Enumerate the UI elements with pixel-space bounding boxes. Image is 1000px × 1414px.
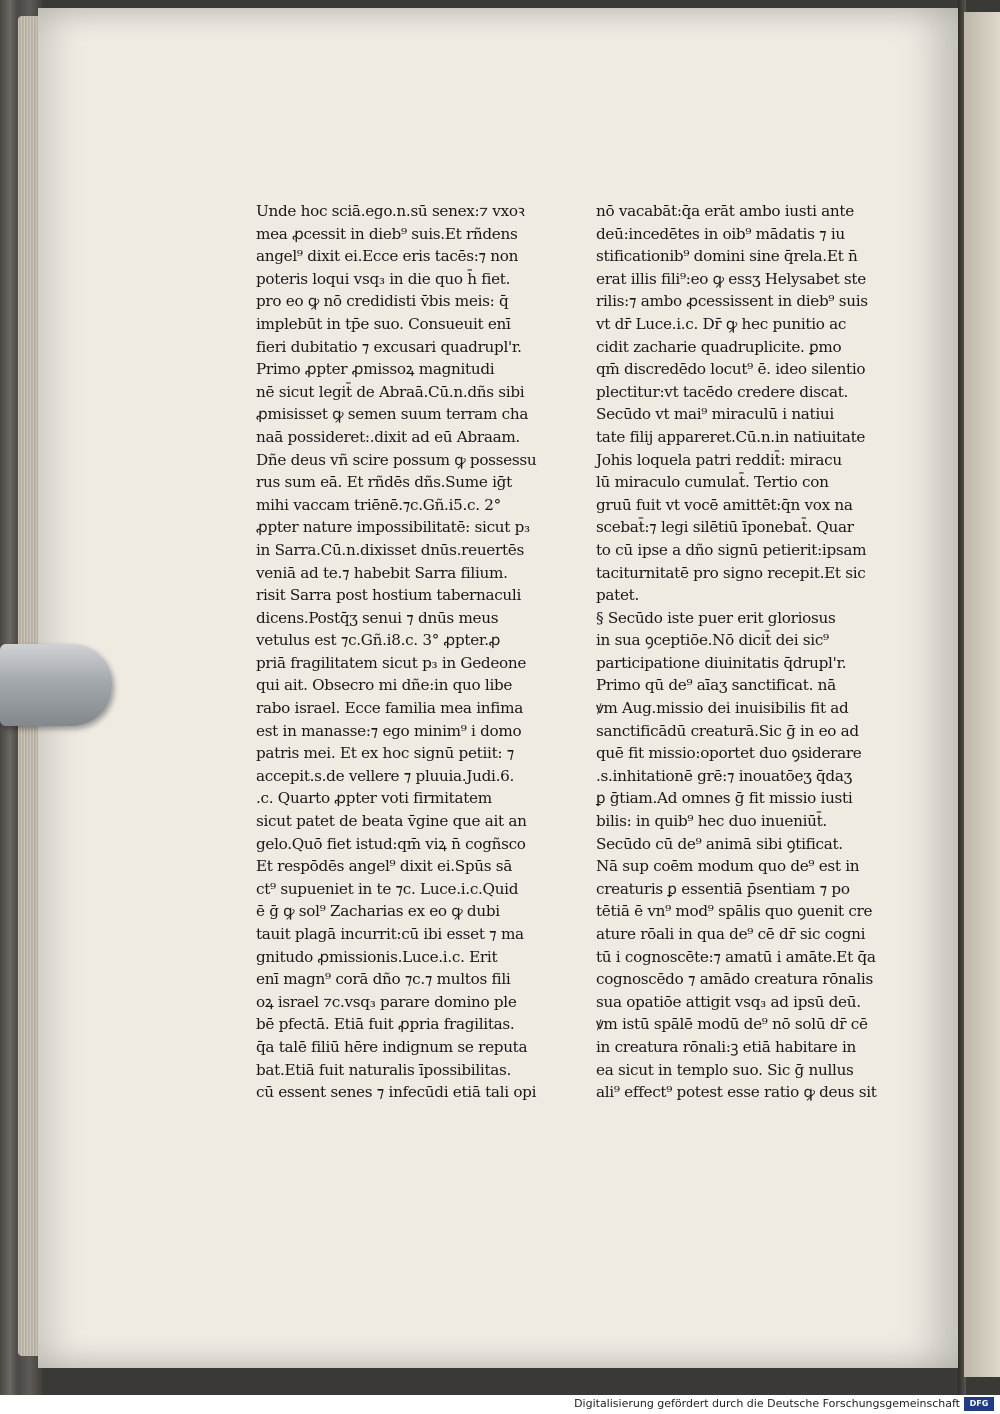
text-line: qui ait. Obsecro mi dñe:in quo libe — [256, 676, 513, 695]
text-line: .c. Quarto ꝓpter voti firmitatem — [256, 789, 492, 808]
text-line: q̄a talē filiū hēre indignum se reputa — [256, 1037, 528, 1056]
text-line: qm̄ discredēdo locut⁹ ē. ideo silentio — [596, 360, 866, 379]
text-line: lū miraculo cumulat̄. Tertio con — [596, 473, 829, 492]
text-line: mea ꝓcessit in dieb⁹ suis.Et rñdens — [256, 224, 518, 243]
text-line: poteris loqui vsq₃ in die quo h̄ fiet. — [256, 269, 511, 288]
text-line: priā fragilitatem sicut p₃ in Gedeone — [256, 653, 527, 672]
text-line: gnitudo ꝓmissionis.Luce.i.c. Erit — [256, 947, 498, 966]
text-line: patris mei. Et ex hoc signū petiit: ⁊ — [256, 744, 514, 763]
text-line: cū essent senes ⁊ infecūdi etiā tali opi — [256, 1083, 537, 1102]
text-line: Primo ꝓpter ꝓmissoꝝ magnitudi — [256, 360, 495, 379]
text-line: Primo qū de⁹ aīaʒ sanctificat. nā — [596, 676, 836, 695]
text-line: § Secūdo iste puer erit gloriosus — [596, 608, 836, 627]
text-line: veniā ad te.⁊ habebit Sarra filium. — [256, 563, 508, 582]
text-line: deū:incedētes in oib⁹ mādatis ⁊ iu — [596, 224, 845, 243]
text-line: taciturnitatē pro signo recepit.Et sic — [596, 563, 866, 582]
text-line: quē fit missio:oportet duo ꝯsiderare — [596, 744, 862, 763]
text-line: tate filij appareret.Cū.n.in natiuitate — [596, 427, 866, 446]
text-line: Nā sup coēm modum quo de⁹ est in — [596, 857, 860, 876]
text-line: est in manasse:⁊ ego minim⁹ i domo — [256, 721, 522, 740]
text-line: angel⁹ dixit ei.Ecce eris tacēs:⁊ non — [256, 247, 519, 266]
text-line: risit Sarra post hostium tabernaculi — [256, 586, 522, 605]
text-line: in Sarra.Cū.n.dixisset dnūs.reuertēs — [256, 540, 524, 559]
text-line: accepit.s.de vellere ⁊ pluuia.Judi.6. — [256, 766, 514, 785]
text-line: ꝓmisisset ꝙ semen suum terram cha — [256, 405, 529, 424]
text-line: dicens.Postq̄ʒ senui ⁊ dnūs meus — [256, 608, 499, 627]
text-line: rilis:⁊ ambo ꝓcessissent in dieb⁹ suis — [596, 292, 868, 311]
funding-notice: Digitalisierung gefördert durch die Deutsche Forschungsgemeinschaft — [574, 1397, 960, 1410]
text-line: ꝟm Aug.missio dei inuisibilis fit ad — [596, 699, 849, 718]
text-line: tētiā ē vn⁹ mod⁹ spālis quo ꝯuenit cre — [596, 902, 873, 921]
text-line: ꝑ ḡtiam.Ad omnes ḡ fit missio iusti — [596, 789, 853, 808]
text-line: ali⁹ effect⁹ potest esse ratio ꝙ deus sit — [596, 1083, 877, 1102]
text-line: sanctificādū creaturā.Sic ḡ in eo ad — [596, 721, 859, 740]
text-line: bē pfectā. Etiā fuit ꝓpria fragilitas. — [256, 1015, 515, 1034]
text-line: Unde hoc sciā.ego.n.sū senex:⁊ vxoꝛ — [256, 202, 525, 220]
text-line: ē ḡ ꝙ sol⁹ Zacharias ex eo ꝙ dubi — [256, 902, 500, 921]
text-line: Johis loquela patri reddit̄: miracu — [596, 450, 842, 469]
text-line: scebat̄:⁊ legi silētiū īponebat̄. Quar — [596, 518, 854, 537]
text-line: cidit zacharie quadruplicite. ꝑmo — [596, 337, 842, 356]
text-line: ꝓpter nature impossibilitatē: sicut p₃ — [256, 518, 530, 537]
text-line: creaturis ꝑ essentiā p̄sentiam ⁊ po — [596, 879, 850, 898]
text-line: Dñe deus vñ scire possum ꝙ possessu — [256, 450, 537, 469]
text-line: ature rōali in qua de⁹ cē dr̄ sic cogni — [596, 925, 866, 943]
text-line: sicut patet de beata v̄gine que ait an — [256, 812, 527, 831]
text-column-right — [596, 200, 906, 1104]
text-line: .s.inhitationē grē:⁊ inouatōeʒ q̄daʒ — [596, 766, 852, 785]
text-line: sua opatiōe attigit vsq₃ ad ipsū deū. — [596, 992, 861, 1011]
text-line: erat illis fili⁹:eo ꝙ essʒ Helysabet ste — [596, 269, 866, 288]
text-line: mihi vaccam triēnē.⁊c.Gñ.i5.c. 2° — [256, 495, 501, 514]
text-line: fieri dubitatio ⁊ excusari quadrupl'r. — [256, 337, 522, 356]
text-line: enī magn⁹ corā dño ⁊c.⁊ multos fili — [256, 970, 511, 989]
page-holder-clip — [0, 644, 112, 726]
text-line: gruū fuit vt vocē amittēt:q̄n vox na — [596, 495, 853, 514]
text-line: Secūdo cū de⁹ animā sibi ꝯtificat. — [596, 834, 843, 853]
text-line: participatione diuinitatis q̄drupl'r. — [596, 653, 847, 672]
text-column-left — [256, 200, 566, 1104]
text-line: ct⁹ supueniet in te ⁊c. Luce.i.c.Quid — [256, 879, 519, 898]
text-line: in sua ꝯceptiōe.Nō dicit̄ dei sic⁹ — [596, 631, 829, 650]
text-line: tauit plagā incurrit:cū ibi esset ⁊ ma — [256, 925, 524, 943]
text-line: tū i cognoscēte:⁊ amatū i amāte.Et q̄a — [596, 947, 876, 966]
text-line: nō vacabāt:q̄a erāt ambo iusti ante — [596, 202, 854, 220]
text-line: to cū ipse a dño signū petierit:ipsam — [596, 540, 867, 559]
text-line: vt dr̄ Luce.i.c. Dr̄ ꝙ hec punitio ac — [596, 314, 847, 333]
text-line: rabo israel. Ecce familia mea infima — [256, 699, 523, 718]
text-line: vetulus est ⁊c.Gñ.i8.c. 3° ꝓpter.ꝓ — [256, 631, 501, 650]
text-line: plectitur:vt tacēdo credere discat. — [596, 382, 849, 401]
text-line: implebūt in tp̄e suo. Consueuit enī — [256, 314, 511, 333]
text-line: in creatura rōnali:ꝫ etiā habitare in — [596, 1037, 856, 1056]
text-line: Et respōdēs angel⁹ dixit ei.Spūs sā — [256, 857, 513, 876]
text-line: oꝝ israel ⁊c.vsq₃ parare domino ple — [256, 992, 517, 1011]
dfg-logo: DFG — [964, 1397, 994, 1411]
text-line: gelo.Quō fiet istud:qm̄ viꝝ n̄ cogñsco — [256, 834, 526, 853]
text-line: rus sum eā. Et rñdēs dñs.Sume iḡt — [256, 473, 512, 492]
text-line: bat.Etiā fuit naturalis īpossibilitas. — [256, 1060, 512, 1079]
text-line: cognoscēdo ⁊ amādo creatura rōnalis — [596, 970, 873, 989]
text-line: pro eo ꝙ nō credidisti v̄bis meis: q̄ — [256, 292, 509, 311]
text-line: stificationib⁹ domini sine q̄rela.Et n̄ — [596, 247, 858, 266]
text-line: nē sicut legit̄ de Abraā.Cū.n.dñs sibi — [256, 382, 525, 401]
text-line: naā possideret:.dixit ad eū Abraam. — [256, 427, 520, 446]
footer-bar — [0, 1395, 1000, 1414]
text-line: patet. — [596, 586, 639, 605]
facing-page-edge — [964, 12, 1000, 1377]
text-line: bilis: in quib⁹ hec duo inueniūt̄. — [596, 812, 827, 831]
text-line: ꝟm istū spālē modū de⁹ nō solū dr̄ cē — [596, 1015, 868, 1034]
text-line: ea sicut in templo suo. Sic ḡ nullus — [596, 1060, 854, 1079]
text-line: Secūdo vt mai⁹ miraculū i natiui — [596, 405, 834, 424]
